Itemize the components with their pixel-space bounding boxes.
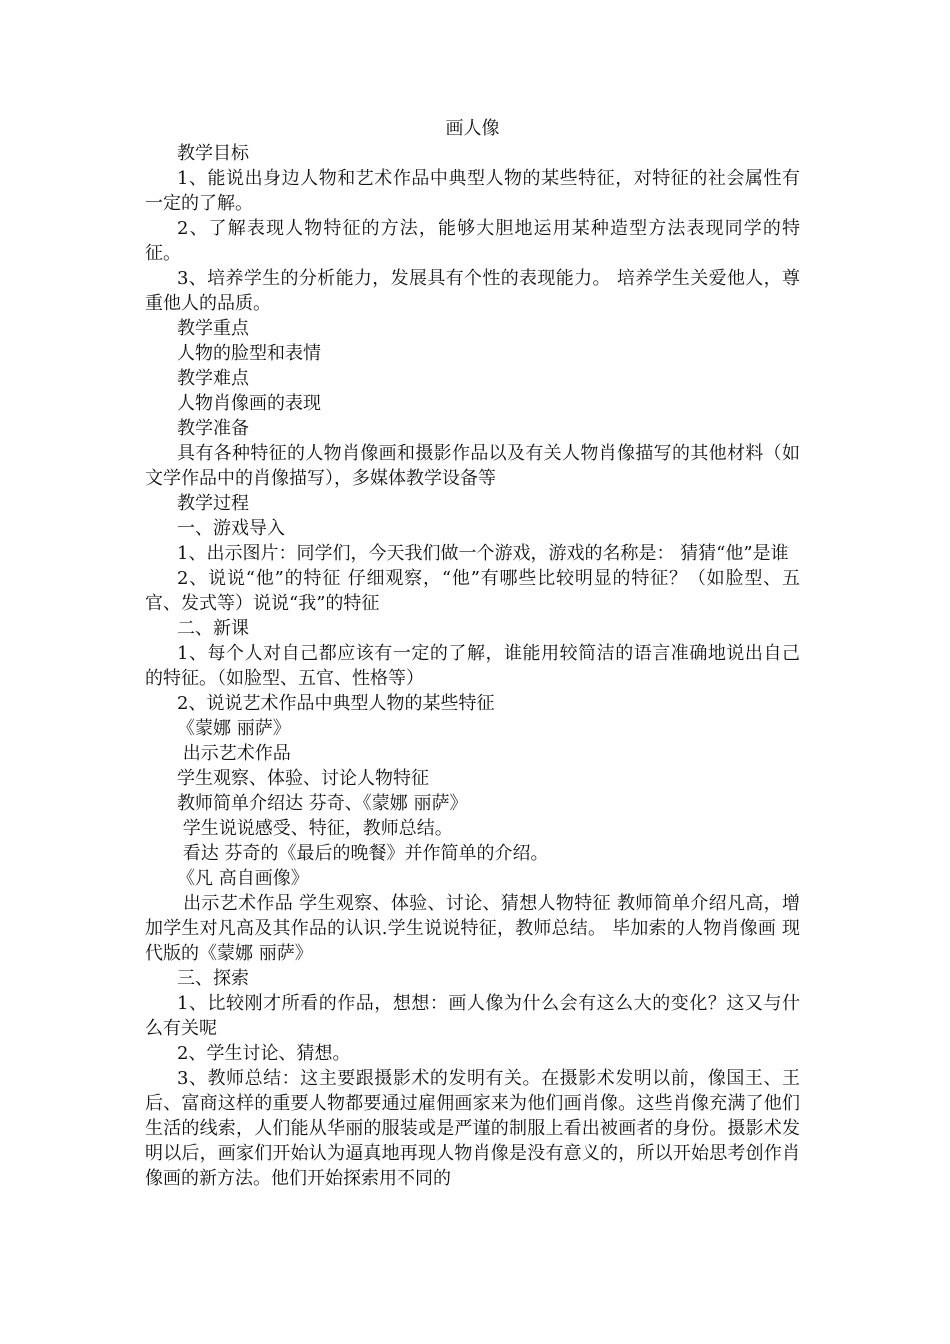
paragraph: 教学准备 xyxy=(177,418,249,439)
paragraph-list xyxy=(145,141,800,1191)
paragraph: 教学过程 xyxy=(177,493,249,514)
paragraph: 教学重点 xyxy=(177,318,249,339)
paragraph: 学生观察、体验、讨论人物特征 xyxy=(177,768,429,789)
paragraph: 1、每个人对自己都应该有一定的了解，谁能用较简洁的语言准确地说出自己的特征。（如脸型、五官、性格等） xyxy=(145,643,800,689)
paragraph: 3、培养学生的分析能力，发展具有个性的表现能力。 培养学生关爱他人，尊重他人的品质。 xyxy=(145,268,800,314)
paragraph: 人物肖像画的表现 xyxy=(177,393,321,414)
paragraph: 教学目标 xyxy=(177,143,249,164)
paragraph: 2、说说艺术作品中典型人物的某些特征 xyxy=(177,693,495,714)
paragraph: 学生说说感受、特征，教师总结。 xyxy=(177,818,453,839)
paragraph: 二、新课 xyxy=(177,618,249,639)
paragraph: 具有各种特征的人物肖像画和摄影作品以及有关人物肖像描写的其他材料（如文学作品中的肖像描写），多媒体教学设备等 xyxy=(145,443,800,489)
paragraph: 教师简单介绍达 芬奇、《蒙娜 丽萨》 xyxy=(177,793,468,814)
paragraph: 教学难点 xyxy=(177,368,249,389)
document-body xyxy=(145,116,800,1191)
paragraph: 三、探索 xyxy=(177,968,249,989)
paragraph: 1、比较刚才所看的作品，想想：画人像为什么会有这么大的变化？这又与什么有关呢 xyxy=(145,993,800,1039)
document-title: 画人像 xyxy=(445,118,500,139)
paragraph: 2、学生讨论、猜想。 xyxy=(177,1043,351,1064)
paragraph: 2、说说“他”的特征 仔细观察，“他”有哪些比较明显的特征？（如脸型、五官、发式等）说说“我”的特征 xyxy=(145,568,800,614)
paragraph: 出示艺术作品 xyxy=(177,743,291,764)
paragraph: 1、能说出身边人物和艺术作品中典型人物的某些特征，对特征的社会属性有一定的了解。 xyxy=(145,168,800,214)
paragraph: 1、出示图片：同学们，今天我们做一个游戏，游戏的名称是： 猜猜“他”是谁 xyxy=(177,543,789,564)
paragraph: 3、教师总结：这主要跟摄影术的发明有关。在摄影术发明以前，像国王、王后、富商这样的重要人物都要通过雇佣画家来为他们画肖像。这些肖像充满了他们生活的线索，人们能从华丽的服装或是严谨的制服上看出被画者的身份。摄影术发明以后，画家们开始认为逼真地再现人物肖像是没有意义的，所以开始思考创作肖像画的新方法。他们开始探索用不同的 xyxy=(145,1068,800,1189)
paragraph: 看达 芬奇的《最后的晚餐》并作简单的介绍。 xyxy=(177,843,549,864)
paragraph: 出示艺术作品 学生观察、体验、讨论、猜想人物特征 教师简单介绍凡高，增加学生对凡高及其作品的认识.学生说说特征，教师总结。 毕加索的人物肖像画 现代版的《蒙娜 丽萨》 xyxy=(145,893,800,964)
paragraph: 人物的脸型和表情 xyxy=(177,343,321,364)
paragraph: 《凡 高自画像》 xyxy=(177,868,309,889)
paragraph: 《蒙娜 丽萨》 xyxy=(177,718,291,739)
paragraph: 2、了解表现人物特征的方法，能够大胆地运用某种造型方法表现同学的特征。 xyxy=(145,218,800,264)
paragraph: 一、游戏导入 xyxy=(177,518,285,539)
